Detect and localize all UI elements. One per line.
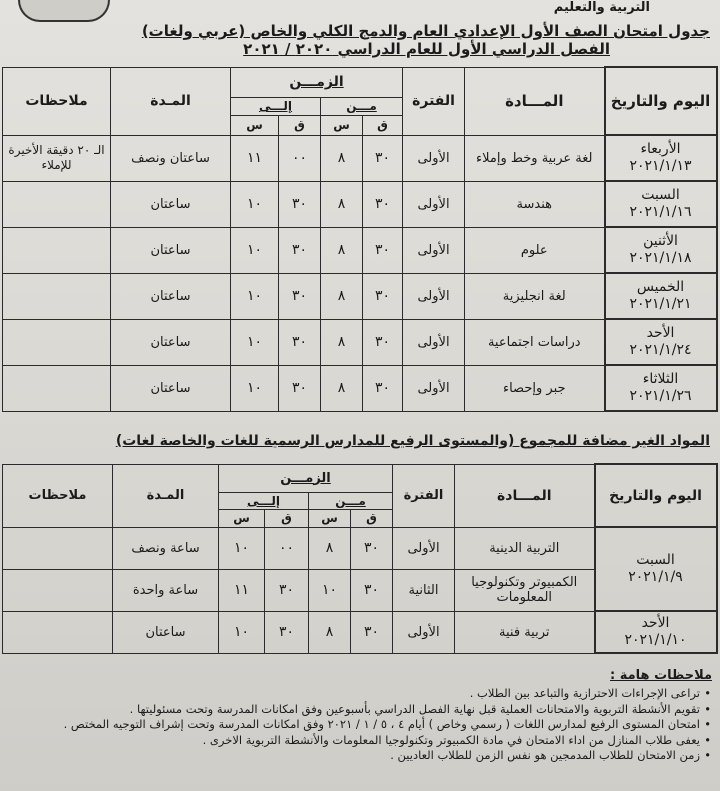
t2-subject: التربية الدينية — [455, 527, 595, 569]
t2-header-duration: المـدة — [113, 464, 219, 527]
t2-duration: ساعة ونصف — [113, 527, 219, 569]
note-item: • زمن الامتحان للطلاب المدمجين هو نفس الزمن للطلاب العاديين . — [0, 748, 700, 764]
t2-header-from-minute: ق — [351, 509, 393, 527]
to-minute-cell: ٣٠ — [279, 273, 321, 319]
header-subject: المـــادة — [465, 67, 605, 135]
to-minute-cell: ٣٠ — [279, 181, 321, 227]
t2-note — [3, 569, 113, 611]
t2-header-day-date: اليوم والتاريخ — [595, 464, 717, 527]
period-cell: الأولى — [403, 181, 465, 227]
t2-header-notes: ملاحظات — [3, 464, 113, 527]
from-minute-cell: ٣٠ — [363, 365, 403, 411]
header-day-date: اليوم والتاريخ — [605, 67, 717, 135]
t2-header-period: الفترة — [393, 464, 455, 527]
header-to-minute: ق — [279, 115, 321, 135]
from-minute-cell: ٣٠ — [363, 319, 403, 365]
notes-title: ملاحظات هامة : — [610, 668, 712, 683]
from-hour-cell: ٨ — [321, 135, 363, 181]
t2-period: الأولى — [393, 611, 455, 653]
to-minute-cell: ٣٠ — [279, 365, 321, 411]
period-cell: الأولى — [403, 273, 465, 319]
table-row — [3, 273, 717, 319]
from-minute-cell: ٣٠ — [363, 273, 403, 319]
note-cell — [3, 181, 111, 227]
t2-from-hour: ١٠ — [309, 569, 351, 611]
t2-header-time: الزمـــن — [219, 464, 393, 492]
table-row — [3, 181, 717, 227]
to-hour-cell: ١٠ — [231, 319, 279, 365]
exam-date: ٢٠٢١/١/١٦ — [629, 204, 692, 220]
table-row — [3, 135, 717, 181]
header-to: إلـــى — [231, 97, 321, 115]
duration-cell: ساعتان ونصف — [111, 135, 231, 181]
exam-schedule-table — [2, 66, 718, 412]
t2-header-to-hour: س — [219, 509, 265, 527]
note-item: • تقويم الأنشطة التربوية والامتحانات العملية قبل نهاية الفصل الدراسي بأسبوعين وفق امكانات المدرسة وتحت مسئوليتها . — [0, 702, 700, 718]
table-row — [3, 365, 717, 411]
day-name: الثلاثاء — [642, 371, 679, 387]
to-hour-cell: ١٠ — [231, 273, 279, 319]
to-hour-cell: ١٠ — [231, 181, 279, 227]
t2-to-minute: ٣٠ — [265, 569, 309, 611]
subject-cell: جبر وإحصاء — [465, 365, 605, 411]
t2-from-hour: ٨ — [309, 611, 351, 653]
from-minute-cell: ٣٠ — [363, 135, 403, 181]
day-name: الأحد — [646, 325, 675, 341]
day-name: السبت — [641, 187, 680, 203]
from-hour-cell: ٨ — [321, 273, 363, 319]
duration-cell: ساعتان — [111, 227, 231, 273]
to-minute-cell: ٣٠ — [279, 227, 321, 273]
note-cell — [3, 273, 111, 319]
period-cell: الأولى — [403, 227, 465, 273]
note-item: • يعفى طلاب المنازل من اداء الامتحان في مادة الكمبيوتر وتكنولوجيا المعلومات والأنشطة التربوية الاخرى . — [0, 733, 700, 749]
t2-row-1 — [3, 527, 717, 569]
t2-header-from-hour: س — [309, 509, 351, 527]
day-date-cell — [605, 227, 717, 273]
t2-to-minute: ٣٠ — [265, 611, 309, 653]
day-date-cell — [605, 273, 717, 319]
t2-from-minute: ٣٠ — [351, 611, 393, 653]
t2-header-subject: المـــادة — [455, 464, 595, 527]
exam-date: ٢٠٢١/١/٢١ — [629, 296, 692, 312]
day-name: الأربعاء — [640, 141, 681, 157]
header-from-minute: ق — [363, 115, 403, 135]
title-line-2: الفصل الدراسي الأول للعام الدراسي ٢٠٢٠ / ٢٠٢١ — [243, 40, 610, 58]
t2-header-from: مـــن — [309, 492, 393, 509]
duration-cell: ساعتان — [111, 365, 231, 411]
period-cell: الأولى — [403, 365, 465, 411]
to-hour-cell: ١٠ — [231, 227, 279, 273]
t2-from-hour: ٨ — [309, 527, 351, 569]
to-hour-cell: ١٠ — [231, 365, 279, 411]
from-hour-cell: ٨ — [321, 365, 363, 411]
t2-note — [3, 527, 113, 569]
note-cell — [3, 227, 111, 273]
duration-cell: ساعتان — [111, 181, 231, 227]
header-duration: المـدة — [111, 67, 231, 135]
day-date-cell — [605, 319, 717, 365]
header-notes: ملاحظات — [3, 67, 111, 135]
subject-cell: لغة عربية وخط وإملاء — [465, 135, 605, 181]
emblem-logo — [18, 0, 110, 22]
note-item: • امتحان المستوى الرفيع لمدارس اللغات ( رسمي وخاص ) أيام ٤ ، ٥ / ١ / ٢٠٢١ وفق امكانات المدرسة وتحت إشراف التوجيه المختص . — [0, 717, 700, 733]
notes-list — [0, 686, 712, 764]
period-cell: الأولى — [403, 135, 465, 181]
day-date-cell — [605, 181, 717, 227]
duration-cell: ساعتان — [111, 273, 231, 319]
day-name: الخميس — [636, 279, 685, 295]
t2-period: الثانية — [393, 569, 455, 611]
note-cell — [3, 319, 111, 365]
note-cell: الـ ٢٠ دقيقة الأخيرة للإملاء — [3, 135, 111, 181]
day-date-cell — [605, 135, 717, 181]
from-hour-cell: ٨ — [321, 227, 363, 273]
exam-date: ٢٠٢١/١/١٣ — [629, 158, 692, 174]
header-period: الفترة — [403, 67, 465, 135]
top-cutoff-text: التربية والتعليم — [553, 0, 650, 15]
t2-note — [3, 611, 113, 653]
subject-cell: دراسات اجتماعية — [465, 319, 605, 365]
to-minute-cell: ٠٠ — [279, 135, 321, 181]
t2-day-2: الأحد ٢٠٢١/١/١٠ — [595, 611, 717, 653]
header-from-hour: س — [321, 115, 363, 135]
period-cell: الأولى — [403, 319, 465, 365]
t2-duration: ساعة واحدة — [113, 569, 219, 611]
header-time: الزمـــن — [231, 67, 403, 97]
t2-header-to: إلـــى — [219, 492, 309, 509]
from-minute-cell: ٣٠ — [363, 227, 403, 273]
t2-subject: الكمبيوتر وتكنولوجيا المعلومات — [455, 569, 595, 611]
to-minute-cell: ٣٠ — [279, 319, 321, 365]
t2-to-hour: ١٠ — [219, 527, 265, 569]
day-date-cell — [605, 365, 717, 411]
from-minute-cell: ٣٠ — [363, 181, 403, 227]
duration-cell: ساعتان — [111, 319, 231, 365]
t2-row-3 — [3, 611, 717, 653]
exam-date: ٢٠٢١/١/١٨ — [629, 250, 692, 266]
t2-from-minute: ٣٠ — [351, 569, 393, 611]
table-row — [3, 227, 717, 273]
t2-from-minute: ٣٠ — [351, 527, 393, 569]
to-hour-cell: ١١ — [231, 135, 279, 181]
subject-cell: علوم — [465, 227, 605, 273]
subject-cell: لغة انجليزية — [465, 273, 605, 319]
table-row — [3, 319, 717, 365]
header-from: مـــن — [321, 97, 403, 115]
day-name: الأثنين — [643, 233, 678, 249]
t2-to-hour: ١١ — [219, 569, 265, 611]
exam-date: ٢٠٢١/١/٢٦ — [629, 388, 692, 404]
title-line-1: جدول امتحان الصف الأول الإعدادي العام والدمج الكلي والخاص (عربي ولغات) — [141, 22, 710, 40]
t2-day-1: السبت ٢٠٢١/١/٩ — [595, 527, 717, 611]
t2-to-hour: ١٠ — [219, 611, 265, 653]
from-hour-cell: ٨ — [321, 319, 363, 365]
t2-duration: ساعتان — [113, 611, 219, 653]
t2-subject: تربية فنية — [455, 611, 595, 653]
header-to-hour: س — [231, 115, 279, 135]
exam-date: ٢٠٢١/١/٢٤ — [629, 342, 692, 358]
note-item: • تراعى الإجراءات الاحترازية والتباعد بين الطلاب . — [0, 686, 700, 702]
t2-period: الأولى — [393, 527, 455, 569]
section-2-title: المواد الغير مضافة للمجموع (والمستوى الرفيع للمدارس الرسمية للغات والخاصة لغات) — [115, 433, 710, 449]
top-strip — [0, 0, 720, 22]
from-hour-cell: ٨ — [321, 181, 363, 227]
non-scored-subjects-table — [2, 463, 718, 654]
t2-header-to-minute: ق — [265, 509, 309, 527]
subject-cell: هندسة — [465, 181, 605, 227]
note-cell — [3, 365, 111, 411]
t2-to-minute: ٠٠ — [265, 527, 309, 569]
